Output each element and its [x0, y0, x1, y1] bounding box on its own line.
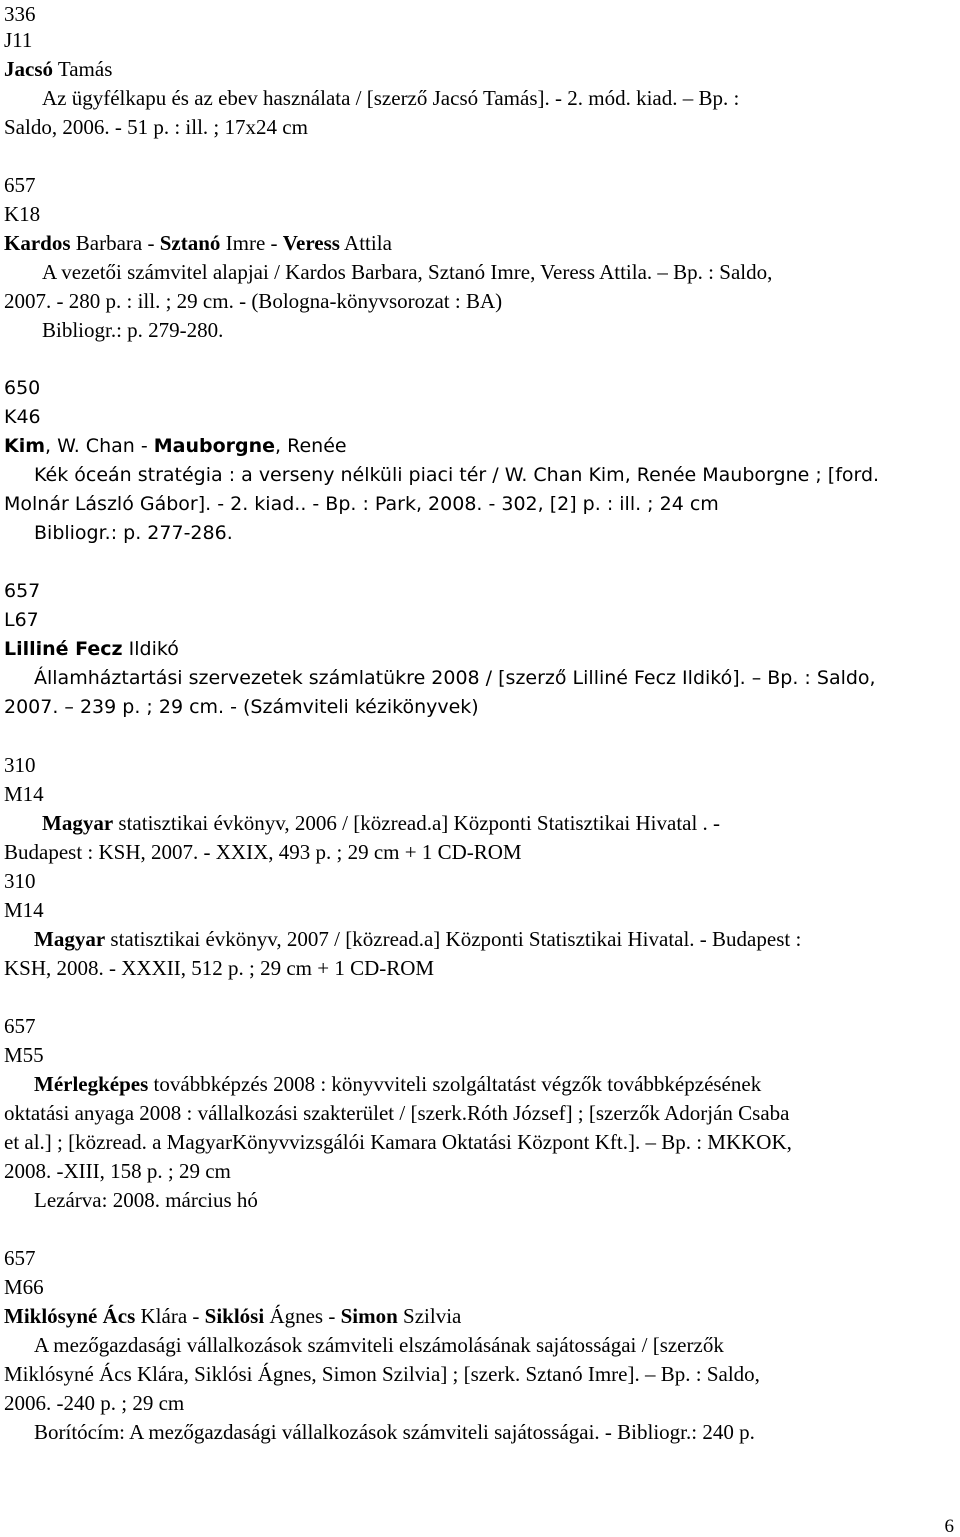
text-run: Molnár László Gábor]. - 2. kiad.. - Bp. : Park, 2008. - 302, [2] p. : ill. ; 24 cm — [4, 493, 719, 515]
shelf-mark: J11 — [4, 28, 33, 52]
text-run: 2006. -240 p. ; 29 cm — [4, 1391, 185, 1415]
record-line — [4, 1099, 790, 1128]
record-line — [34, 1070, 761, 1099]
text-run: Tamás — [53, 57, 113, 81]
bold-term: Magyar — [42, 811, 114, 835]
class-number: 657 — [4, 1246, 36, 1270]
text-run: oktatási anyaga 2008 : vállalkozási szakterület / [szerk.Róth József] ; [szerzők Adorján Csaba — [4, 1101, 790, 1125]
text-run: , W. Chan - — [45, 435, 154, 457]
record-line — [34, 1331, 724, 1360]
record-line — [34, 1418, 755, 1447]
class-number: 657 — [4, 580, 41, 602]
text-run: A vezetői számvitel alapjai / Kardos Barbara, Sztanó Imre, Veress Attila. – Bp. : Saldo, — [42, 260, 773, 284]
class-number: 657 — [4, 173, 36, 197]
page-number: 6 — [944, 1516, 954, 1537]
shelf-mark: M14 — [4, 898, 44, 922]
class-number: 310 — [4, 869, 36, 893]
text-run: et al.] ; [közread. a MagyarKönyvvizsgálói Kamara Oktatási Központ Kft.]. – Bp. : MKKOK, — [4, 1130, 792, 1154]
bold-term: Kardos — [4, 231, 71, 255]
record-line — [4, 838, 522, 867]
text-run: Miklósyné Ács Klára, Siklósi Ágnes, Simon Szilvia] ; [szerk. Sztanó Imre]. – Bp. : Saldo, — [4, 1362, 760, 1386]
text-run: Attila — [339, 231, 392, 255]
text-run: Lezárva: 2008. március hó — [34, 1188, 258, 1212]
record-line — [4, 1389, 184, 1418]
text-run: A mezőgazdasági vállalkozások számviteli elszámolásának sajátosságai / [szerzők — [34, 1333, 724, 1357]
bold-term: Siklósi — [204, 1304, 265, 1328]
bold-term: Jacsó — [4, 57, 53, 81]
bold-term: Veress — [282, 231, 340, 255]
text-run: Szilvia — [397, 1304, 462, 1328]
text-run: 2008. -XIII, 158 p. ; 29 cm — [4, 1159, 231, 1183]
author-heading — [4, 1302, 461, 1331]
bold-term: Miklósyné Ács — [4, 1304, 136, 1328]
shelf-mark: L67 — [4, 609, 39, 631]
text-run: statisztikai évkönyv, 2007 / [közread.a] Központi Statisztikai Hivatal. - Budapest : — [105, 927, 802, 951]
author-heading — [4, 229, 392, 258]
record-line — [42, 316, 223, 345]
bold-term: Kim — [4, 435, 46, 457]
record-line — [34, 925, 801, 954]
record-line — [34, 1186, 258, 1215]
text-run: Államháztartási szervezetek számlatükre 2008 / [szerző Lilliné Fecz Ildikó]. – Bp. : Saldo, — [34, 667, 876, 689]
text-run: Ildikó — [122, 638, 179, 660]
bold-term: Mérlegképes — [34, 1072, 149, 1096]
shelf-mark: K46 — [4, 406, 41, 428]
class-number: 336 — [4, 2, 36, 26]
class-number: 657 — [4, 1014, 36, 1038]
bold-term: Lilliné Fecz — [4, 638, 123, 660]
text-run: 2007. - 280 p. : ill. ; 29 cm. - (Bologna-könyvsorozat : BA) — [4, 289, 503, 313]
text-run: statisztikai évkönyv, 2006 / [közread.a] Központi Statisztikai Hivatal . - — [113, 811, 721, 835]
text-run: Budapest : KSH, 2007. - XXIX, 493 p. ; 29 cm + 1 CD-ROM — [4, 840, 522, 864]
text-run: KSH, 2008. - XXXII, 512 p. ; 29 cm + 1 CD-ROM — [4, 956, 435, 980]
text-run: 2007. – 239 p. ; 29 cm. - (Számviteli kézikönyvek) — [4, 696, 479, 718]
record-line — [34, 664, 876, 693]
text-run: , Renée — [275, 435, 347, 457]
author-heading — [4, 55, 112, 84]
bold-term: Magyar — [34, 927, 106, 951]
record-line — [4, 113, 308, 142]
class-number: 310 — [4, 753, 36, 777]
text-run: Ágnes - — [264, 1304, 341, 1328]
record-line — [4, 1157, 231, 1186]
text-run: Imre - — [220, 231, 283, 255]
text-run: Borítócím: A mezőgazdasági vállalkozások számviteli sajátosságai. - Bibliogr.: 240 p. — [34, 1420, 755, 1444]
shelf-mark: K18 — [4, 202, 41, 226]
record-line — [4, 490, 719, 519]
text-run: Saldo, 2006. - 51 p. : ill. ; 17x24 cm — [4, 115, 308, 139]
text-run: Bibliogr.: p. 279-280. — [42, 318, 224, 342]
shelf-mark: M14 — [4, 782, 44, 806]
text-run: Az ügyfélkapu és az ebev használata / [szerző Jacsó Tamás]. - 2. mód. kiad. – Bp. : — [42, 86, 740, 110]
record-line — [4, 287, 502, 316]
text-run: továbbképzés 2008 : könyvviteli szolgáltatást végzők továbbképzésének — [148, 1072, 762, 1096]
record-line — [4, 693, 479, 722]
record-line — [4, 954, 434, 983]
bold-term: Sztanó — [159, 231, 221, 255]
shelf-mark: M66 — [4, 1275, 44, 1299]
record-line — [42, 84, 739, 113]
bold-term: Mauborgne — [153, 435, 276, 457]
class-number: 650 — [4, 377, 41, 399]
record-line — [34, 519, 233, 548]
record-line — [42, 258, 772, 287]
shelf-mark: M55 — [4, 1043, 44, 1067]
record-line — [42, 809, 720, 838]
text-run: Klára - — [135, 1304, 205, 1328]
record-line — [34, 461, 879, 490]
record-line — [4, 1360, 760, 1389]
author-heading — [4, 635, 179, 664]
author-heading — [4, 432, 347, 461]
text-run: Barbara - — [70, 231, 160, 255]
text-run: Kék óceán stratégia : a verseny nélküli piaci tér / W. Chan Kim, Renée Mauborgne ; [ford. — [34, 464, 880, 486]
bold-term: Simon — [340, 1304, 398, 1328]
text-run: Bibliogr.: p. 277-286. — [34, 522, 233, 544]
record-line — [4, 1128, 792, 1157]
